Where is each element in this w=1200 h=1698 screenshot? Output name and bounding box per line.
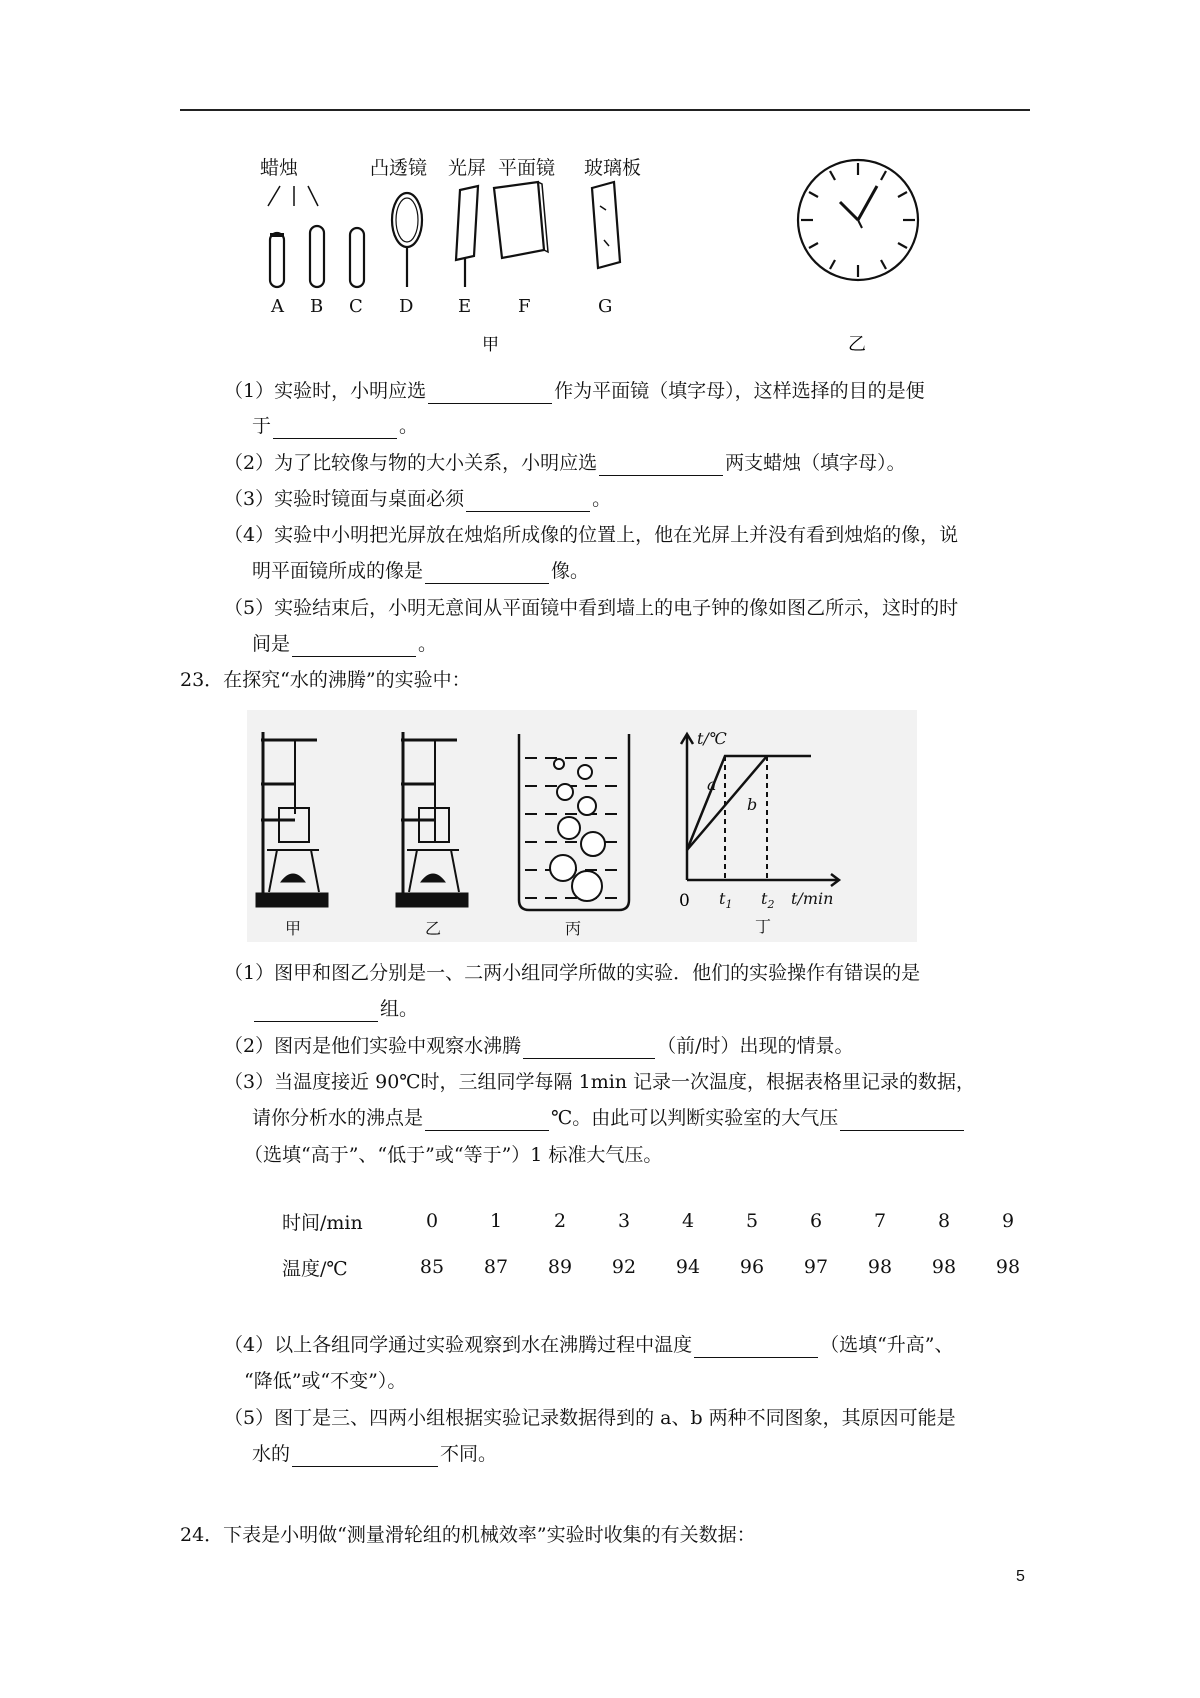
q23-part3-cont2 <box>244 1142 662 1168</box>
letter-d: D <box>399 296 414 317</box>
q23-p4-text-b: （选填“升高”、 <box>820 1334 954 1356</box>
q22-p5-text-b: 间是 <box>252 633 291 655</box>
q24-title: 24．下表是小明做“测量滑轮组的机械效率”实验时收集的有关数据： <box>180 1524 756 1546</box>
clock-minute-hand <box>858 186 877 220</box>
caption-jia: 甲 <box>482 335 499 355</box>
header-rule <box>180 109 1030 111</box>
q22-part5-cont <box>252 631 437 657</box>
q23-p3-text-a: （3）当温度接近 90℃时，三组同学每隔 1min 记录一次温度，根据表格里记录的数据， <box>224 1071 976 1093</box>
q22-p5-text-c: 。 <box>418 633 438 655</box>
letter-e: E <box>458 296 472 317</box>
origin-label: 0 <box>679 891 690 911</box>
page-number: 5 <box>1016 1568 1025 1585</box>
letter-b: B <box>310 296 324 317</box>
letter-f: F <box>518 296 531 317</box>
q23-title: 23．在探究“水的沸腾”的实验中： <box>180 669 471 691</box>
table-cell: 9 <box>1001 1210 1015 1232</box>
q23-part5 <box>224 1405 956 1431</box>
table-cell: 6 <box>809 1210 823 1232</box>
letter-a: A <box>271 296 284 317</box>
temperature-table <box>282 1198 1040 1290</box>
q23-part4 <box>224 1332 954 1358</box>
t2-label: $t_2$ <box>761 889 775 911</box>
clock-hour-hand <box>840 202 858 220</box>
table-cell: 4 <box>681 1210 695 1232</box>
caption-jia-2: 甲 <box>285 919 302 938</box>
q23-p5-text-a: （5）图丁是三、四两小组根据实验记录数据得到的 a、b 两种不同图象，其原因可能是 <box>224 1407 956 1429</box>
q22-part4-cont <box>252 558 589 584</box>
label-screen: 光屏 <box>448 157 487 179</box>
candle-pointer-lines <box>268 186 318 206</box>
boiling-figure <box>247 710 917 942</box>
q22-part5 <box>224 595 958 621</box>
candle-c <box>350 228 364 287</box>
table-cell: 97 <box>803 1256 829 1278</box>
answer-blank[interactable] <box>292 1446 438 1467</box>
table-cell: 1 <box>489 1210 503 1232</box>
table-cell: 5 <box>745 1210 759 1232</box>
q23-p1-text-a: （1）图甲和图乙分别是一、二两小组同学所做的实验．他们的实验操作有错误的是 <box>224 962 921 984</box>
letter-c: C <box>349 296 363 317</box>
table-cell: 3 <box>617 1210 631 1232</box>
q22-p1-text-d: 。 <box>399 415 419 437</box>
table-header-time: 时间/min <box>282 1211 363 1234</box>
table-cell: 87 <box>483 1256 509 1278</box>
table-cell: 0 <box>425 1210 439 1232</box>
glass-plate-icon <box>592 182 620 268</box>
caption-yi-2: 乙 <box>425 919 442 938</box>
table-cell: 85 <box>419 1256 445 1278</box>
plane-mirror-icon <box>494 182 544 258</box>
q23-part4-cont <box>244 1368 406 1394</box>
t1-label: $t_1$ <box>719 889 733 911</box>
q23-part3 <box>224 1069 975 1095</box>
q22-p4-text-c: 像。 <box>551 560 590 582</box>
answer-blank[interactable] <box>425 1110 549 1131</box>
q23-p4-text-c: “降低”或“不变”）。 <box>244 1370 407 1392</box>
q23-p3-text-b: 请你分析水的沸点是 <box>252 1107 424 1129</box>
table-cell: 8 <box>937 1210 951 1232</box>
table-row <box>282 1198 1040 1244</box>
table-header-temp: 温度/℃ <box>282 1257 348 1280</box>
caption-ding: 丁 <box>755 917 772 936</box>
label-plane-mirror: 平面镜 <box>498 157 556 179</box>
answer-blank[interactable] <box>273 418 397 439</box>
q22-part1-cont <box>252 413 418 439</box>
q23-p1-text-b: 组。 <box>380 998 419 1020</box>
q22-p4-text-a: （4）实验中小明把光屏放在烛焰所成像的位置上，他在光屏上并没有看到烛焰的像，说 <box>224 524 959 546</box>
label-candles: 蜡烛 <box>260 157 299 179</box>
answer-blank[interactable] <box>425 563 549 584</box>
answer-blank[interactable] <box>428 383 552 404</box>
q23-p2-text-b: （前/时）出现的情景。 <box>657 1035 854 1057</box>
q22-p5-text-a: （5）实验结束后，小明无意间从平面镜中看到墙上的电子钟的像如图乙所示，这时的时 <box>224 597 959 619</box>
table-cell: 89 <box>547 1256 573 1278</box>
answer-blank[interactable] <box>466 491 590 512</box>
q22-p1-text-c: 于 <box>252 415 272 437</box>
candle-a <box>270 233 284 287</box>
q22-part1 <box>224 378 925 404</box>
q23-part1 <box>224 960 920 986</box>
label-convex-lens: 凸透镜 <box>370 157 428 179</box>
q23-p5-text-b: 水的 <box>252 1443 291 1465</box>
q23-p4-text-a: （4）以上各组同学通过实验观察到水在沸腾过程中温度 <box>224 1334 693 1356</box>
answer-blank[interactable] <box>292 636 416 657</box>
table-cell: 92 <box>611 1256 637 1278</box>
q22-part2 <box>224 450 906 476</box>
candle-b <box>310 226 324 287</box>
q23-p3-text-c: ℃。由此可以判断实验室的大气压 <box>551 1107 839 1129</box>
line-b-label: b <box>747 795 758 814</box>
table-row <box>282 1244 1040 1290</box>
caption-yi: 乙 <box>848 334 866 355</box>
q22-p3-text-a: （3）实验时镜面与桌面必须 <box>224 488 465 510</box>
q23-part5-cont <box>252 1441 497 1467</box>
letter-g: G <box>598 296 613 317</box>
q22-p4-text-b: 明平面镜所成的像是 <box>252 560 424 582</box>
table-cell: 98 <box>995 1256 1021 1278</box>
answer-blank[interactable] <box>254 1001 378 1022</box>
q22-p1-text-a: （1）实验时，小明应选 <box>224 380 427 402</box>
answer-blank[interactable] <box>840 1110 964 1131</box>
q23-p5-text-c: 不同。 <box>440 1443 498 1465</box>
table-cell: 2 <box>553 1210 567 1232</box>
light-screen-icon <box>456 186 478 260</box>
answer-blank[interactable] <box>523 1038 655 1059</box>
q23-part2 <box>224 1033 854 1059</box>
label-glass-plate: 玻璃板 <box>584 157 642 179</box>
line-a-label: a <box>707 775 717 794</box>
answer-blank[interactable] <box>599 455 723 476</box>
axis-x-label: t/min <box>791 889 834 908</box>
q23-p2-text-a: （2）图丙是他们实验中观察水沸腾 <box>224 1035 522 1057</box>
q22-p1-text-b: 作为平面镜（填字母），这样选择的目的是便 <box>554 380 925 402</box>
table-cell: 94 <box>675 1256 701 1278</box>
table-cell: 98 <box>931 1256 957 1278</box>
q22-part3 <box>224 486 611 512</box>
answer-blank[interactable] <box>694 1337 818 1358</box>
q22-p2-text-b: 两支蜡烛（填字母）。 <box>725 452 906 474</box>
caption-bing: 丙 <box>565 919 582 938</box>
table-cell: 96 <box>739 1256 765 1278</box>
axis-y-label: t/℃ <box>697 729 727 748</box>
q22-part4 <box>224 522 958 548</box>
table-cell: 98 <box>867 1256 893 1278</box>
q22-p3-text-b: 。 <box>592 488 612 510</box>
table-cell: 7 <box>873 1210 887 1232</box>
q22-p2-text-a: （2）为了比较像与物的大小关系，小明应选 <box>224 452 598 474</box>
optics-figure <box>180 150 1040 360</box>
q23-part1-cont <box>252 996 418 1022</box>
q23-part3-cont <box>252 1105 966 1131</box>
q23-p3-text-d: （选填“高于”、“低于”或“等于”）1 标准大气压。 <box>244 1144 663 1166</box>
